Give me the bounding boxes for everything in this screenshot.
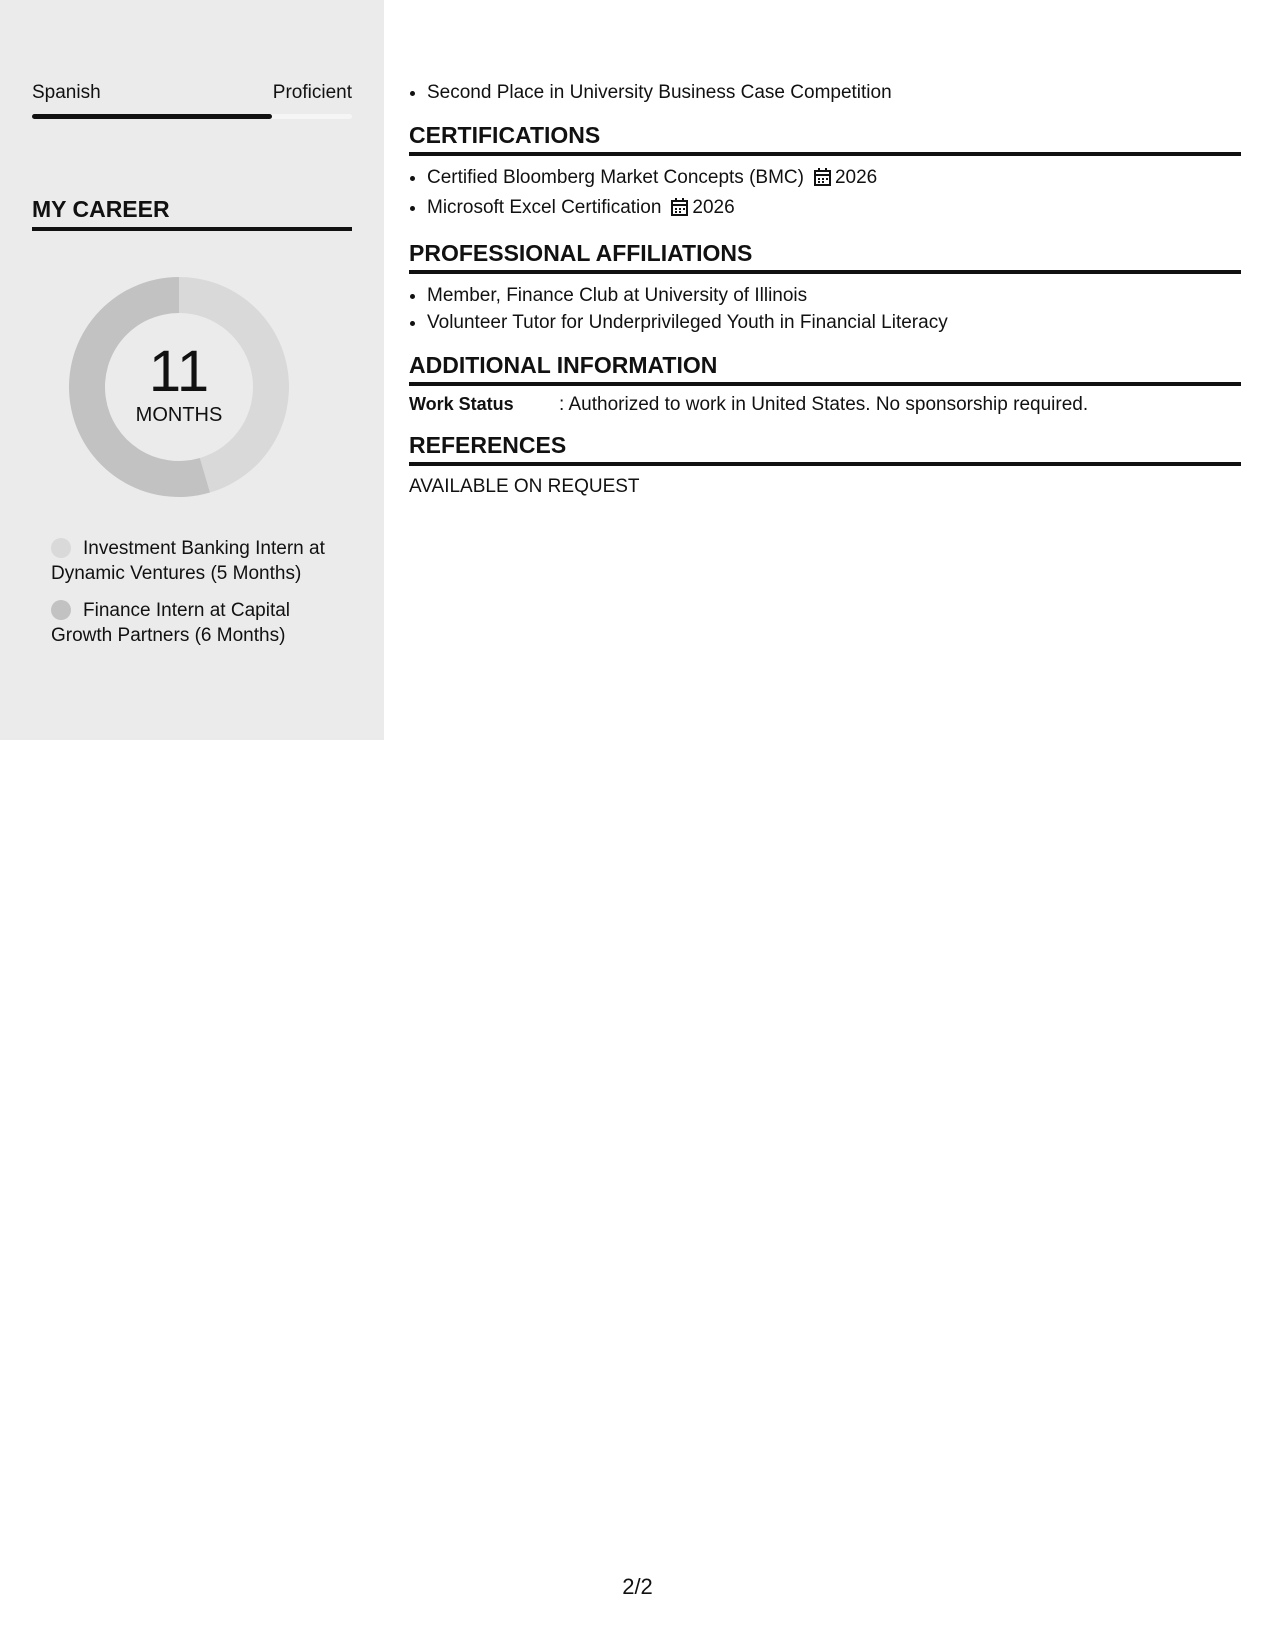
career-heading: MY CAREER — [32, 196, 352, 231]
language-proficiency-fill — [32, 114, 272, 119]
legend-dot-icon — [51, 538, 71, 558]
affiliations-heading: PROFESSIONAL AFFILIATIONS — [409, 240, 1241, 274]
career-legend — [51, 536, 351, 660]
career-item-label: Investment Banking Intern at Dynamic Ventures (5 Months) — [51, 538, 325, 584]
language-proficiency-bar — [32, 114, 352, 119]
certification-year: 2026 — [834, 167, 878, 188]
list-item: • Member, Finance Club at University of Illinois — [427, 282, 1241, 309]
list-item: • Second Place in University Business Case Competition — [427, 79, 1241, 106]
legend-dot-icon — [51, 600, 71, 620]
certification-name: Certified Bloomberg Market Concepts (BMC) — [427, 167, 804, 188]
calendar-icon — [814, 167, 831, 194]
list-item — [427, 164, 1241, 194]
donut-center — [66, 274, 292, 500]
language-name: Spanish — [32, 82, 101, 103]
certifications-list — [409, 164, 1241, 224]
certifications-heading: CERTIFICATIONS — [409, 122, 1241, 156]
donut-unit: MONTHS — [135, 403, 223, 426]
awards-list — [409, 79, 1241, 106]
page-number: 2/2 — [622, 1574, 653, 1599]
main-content — [409, 0, 1241, 498]
references-text: AVAILABLE ON REQUEST — [409, 476, 640, 497]
donut-total: 11 — [148, 338, 210, 404]
language-row — [32, 82, 352, 104]
career-legend-item — [51, 536, 351, 586]
calendar-icon — [671, 197, 688, 224]
certification-year: 2026 — [692, 197, 735, 218]
career-donut-chart — [66, 274, 292, 500]
sidebar — [0, 0, 384, 740]
affiliations-list — [409, 282, 1241, 336]
work-status-label: Work Status — [409, 394, 514, 414]
additional-info-heading: ADDITIONAL INFORMATION — [409, 352, 1241, 386]
language-level: Proficient — [272, 82, 352, 103]
certification-name: Microsoft Excel Certification — [427, 197, 662, 218]
work-status-row — [409, 394, 1241, 416]
list-item — [427, 194, 1241, 224]
list-item: • Volunteer Tutor for Underprivileged Youth in Financial Literacy — [427, 309, 1241, 336]
career-item-label: Finance Intern at Capital Growth Partners (6 Months) — [51, 600, 291, 646]
references-heading: REFERENCES — [409, 432, 1241, 466]
career-legend-item — [51, 598, 351, 648]
work-status-value: : Authorized to work in United States. No sponsorship required. — [559, 394, 1089, 415]
